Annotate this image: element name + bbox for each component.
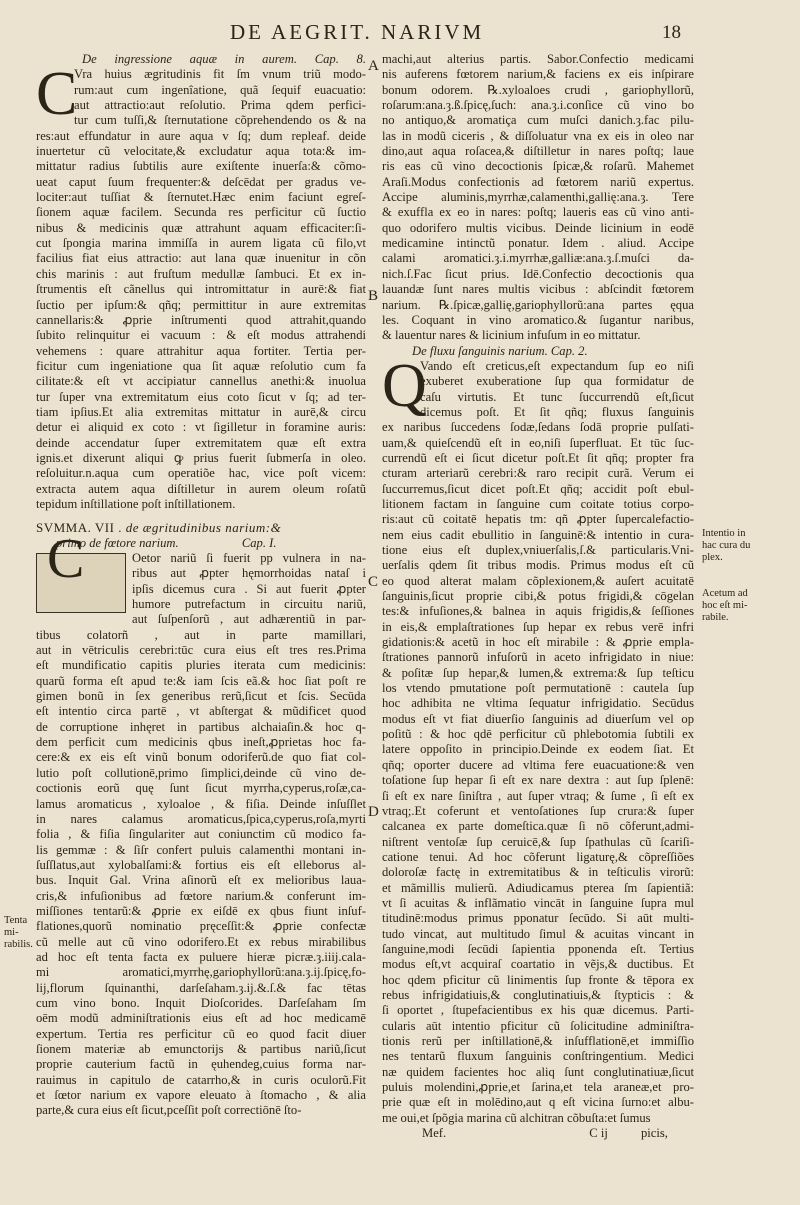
text-line: flationes,quorũ nominatio pręceſſit:& ꝓprie confectæ xyxy=(36,919,366,934)
text-line: cularis aūt intentio pficitur cũ ſolicitudine adminiſtra- xyxy=(382,1018,694,1033)
text-line: niſtrent ventoſæ ſup ceruicē,& ſup ſpathulas cũ ſcariſi- xyxy=(382,834,694,849)
text-line: cut ſpongia marina immiſſa in aurem ligata cũ filo,vt xyxy=(36,236,366,251)
section-mark-d: D xyxy=(368,804,379,820)
text-line: ſanguinis,ſicut proprie cibi,& potus frigidi,& cōgelan xyxy=(382,589,694,604)
text-line: poſitũ : & hoc qdē perficitur cũ phlebotomia ſubtili ex xyxy=(382,727,694,742)
text-line: eſt mundificatio capitis pluries iterata cum medicinis: xyxy=(36,658,366,673)
text-line: ſionem aquæ facilem. Secunda res perficitur cũ ſuctio xyxy=(36,205,366,220)
text-line: dino,aut aqua roſacea,& diſtilletur in nares poſtq; laue xyxy=(382,144,694,159)
text-line: prie quæ eſt in molēdino,aut q eſt vicina ſurno:et albu- xyxy=(382,1095,694,1110)
summa-chapter: Cap. I. xyxy=(241,535,277,550)
text-line: lutio poſt collutionē,primo ſimplici,deinde cũ vino de- xyxy=(36,765,366,780)
margin-note-left: Tenta mi- rabilis. xyxy=(4,915,33,950)
text-line: Accipe aluminis,myrrhæ,calamenthi,gallię:ana.ȝ. Tere xyxy=(382,190,694,205)
text-line: las in modũ ciceris , & diſſoluatur vna ex eis in oleo nar xyxy=(382,128,694,143)
text-line: gidationis:& acetũ in hoc eſt mirabile : & ꝓprie empla- xyxy=(382,635,694,650)
text-line: miſſiones tentarũ:& ꝓprie ex eiſdē ex qbus fiunt inſuf- xyxy=(36,903,366,918)
text-line: vtraq;.Et coferunt et ventoſationes ſup crura:& ſuper xyxy=(382,803,694,818)
text-line: qñq; oporter ducere ad vltima fere euacuatione:& ven xyxy=(382,757,694,772)
text-line: modus eſt,vt acquiraſ coartatio in vẽjs,& ductibus. Et xyxy=(382,957,694,972)
catchword: picis, xyxy=(641,1126,668,1141)
text-line: expertum. Tertia res perficitur cũ eo quod facit diuer xyxy=(36,1026,366,1041)
summa-heading: SVMMA. VII . de ægritudinibus narium:& xyxy=(36,520,282,536)
text-line: latere oppoſito in principio.Deinde ex eodem ſiat. Et xyxy=(382,742,694,757)
text-line: tur cum tuſſi,& ſternutatione cõprehendendo os & na xyxy=(74,113,366,128)
summa-label: SVMMA. VII xyxy=(36,520,115,536)
text-line: lij,florum ſquinanthi, darſeſaham.ȝ.ij.&.ſ.& fac tētas xyxy=(36,980,366,995)
footer-line xyxy=(382,1126,694,1141)
text-line: tur ſuper vna extremitatum eius coto ſicut v ſq; ad ter- xyxy=(36,389,366,404)
text-line: nes tentarũ fluxum ſanguinis conſtringentium. Medici xyxy=(382,1049,694,1064)
text-line: tionis rerũ per inſtillationē,& inſufflationē,et immiſſio xyxy=(382,1034,694,1048)
text-line: exuberet exuberatione ſup qua formidatur de xyxy=(420,374,694,389)
text-line: & poſitæ ſup hepar,& lumen,& extrema:& ſup teſticu xyxy=(382,665,694,680)
text-line: lauandæ ſunt nares multis vicibus : abſcindit fœtorem xyxy=(382,282,694,297)
text-line: et ſœtor narium ex vapore eleuato à ſtomacho , & alia xyxy=(36,1088,366,1103)
text-line: cannellaris:& ꝓprie inſtrumenti quod attrahit,quando xyxy=(36,312,366,327)
text-line: deinde accendatur ſuper extremitatem quæ eſt extra xyxy=(36,435,366,450)
text-line: cere:& ex eis eſt vinũ bonum odoriferũ.de quo fiat col- xyxy=(36,750,366,765)
text-line: tudo vincat, aut multitudo ſimul & acuitas vincant in xyxy=(382,926,694,941)
text-line: Araſi.Modus confectionis ad fœtorem nariũ expertus. xyxy=(382,174,694,189)
left-text-block xyxy=(36,60,366,512)
text-line: ex naribus ſuccedens ſodæ,ſedans ſodā proprie pulſati- xyxy=(382,420,694,435)
text-line: lamus aromaticus , xyloaloe , & fiſia. Deinde inſuſſlet xyxy=(36,796,366,811)
text-line: oēm modũ adminiſtrationis eius eſt ad hoc medicamē xyxy=(36,1011,366,1026)
text-line: caſu virtutis. Et tunc ſuccurrendũ eſt,ſicut xyxy=(420,389,694,404)
text-line: calcanea ex parte domeſtica.quæ ſi nō cõferunt,admi- xyxy=(382,819,694,834)
right-text-block-2 xyxy=(382,351,694,1126)
text-line: hoc adhibita ne vltima ſequatur infrigidatio. Secūdus xyxy=(382,696,694,711)
text-line: detur ei aliquid ex coto : vt ſigilletur in foramine auris: xyxy=(36,420,366,435)
text-line: ueat caput ſuum frequenter:& deſcēdat per gradus ve- xyxy=(36,174,366,189)
text-line: et mãmillis mulierũ. Adiudicamus pterea ſm ſapientiã: xyxy=(382,880,694,895)
text-line: calami aromatici.ȝ.i.myrrhæ,galliæ:ana.ȝ.ſ.muſci da- xyxy=(382,251,694,266)
text-line: cũ melle aut cũ vino odorifero.Et ex rebus mirabilibus xyxy=(36,934,366,949)
decorated-initial: C xyxy=(36,553,126,613)
text-line: lociter:aut tuſſiat & ſternutet.Hæc enim faciunt egreſ- xyxy=(36,190,366,205)
drop-initial: C xyxy=(36,60,78,129)
text-line: reſoluitur.n.aqua cum operatiõe hac, vice poſt vicem: xyxy=(36,466,366,481)
text-line: humore putrefactum in circuitu nariũ, xyxy=(132,597,366,612)
text-line: narium. ℞.ſpicæ,gallię,gariophyllorũ:ana partes ęqua xyxy=(382,297,694,312)
text-line: lis gemmæ : & ſiſr confert puluis calamenthi montani in- xyxy=(36,842,366,857)
text-line: nem eius cadit ebullitio in ſanguinē:& intentio in cura- xyxy=(382,527,694,542)
text-line: ſuſſlatus,aut xylobalſami:& fortius eis eſt elleborus al- xyxy=(36,857,366,872)
text-line: machi,aut alterius partis. Sabor.Confectio medicami xyxy=(382,52,694,66)
text-line: cturam arteriarũ cerebri:& raro recipit curã. Verum ei xyxy=(382,466,694,481)
text-line: dem perficit cum medicinis qbus ineſt,ꝓprietas hoc fa- xyxy=(36,735,366,750)
text-line: vt ſi acuitas & inflãmatio vincāt in ſanguine ſupra mul xyxy=(382,895,694,910)
text-line: ribus aut ꝓpter hęmorrhoidas nataſ i xyxy=(132,566,366,581)
text-line: inuertetur cũ velocitate,& excludatur aqua tota:& im- xyxy=(36,144,366,159)
drop-initial-q: Q xyxy=(382,351,427,420)
text-line: facilius fiat eius attractio: aut lana quæ inuenitur in cõn xyxy=(36,251,366,266)
text-line: rebus infrigidatiuis,& conglutinatiuis,& ſtypticis : & xyxy=(382,987,694,1002)
text-line: ſionem materiæ ab emunctorijs & partibus nariũ,ſicut xyxy=(36,1042,366,1056)
summa-title: de ægritudinibus narium:& xyxy=(125,520,282,536)
text-line: ſanguine,modi ſecūdi ſapientia pponenda eſt. Tertius xyxy=(382,941,694,956)
text-line: proprie cauterium factũ in ęuhendeg,cuius forma nar- xyxy=(36,1057,366,1072)
text-line: tepidum inſtillatione poſt inſtillationem. xyxy=(36,496,236,511)
text-line: mi aromatici,myrrhę,gariophyllorũ:ana.ȝ.ij.ſpicę,fo- xyxy=(36,965,366,980)
text-line: tibus colatorñ , aut in parte mamillari, xyxy=(36,627,366,642)
text-line: cum vino bono. Inquit Dioſcorides. Darſeſaham ſm xyxy=(36,995,366,1010)
text-line: tiam ipſius.Et alia extremitas mittatur in aurē,& circu xyxy=(36,404,366,419)
text-line: les. Coquant in vino aromatico.& ſugantur naribus, xyxy=(382,312,694,327)
text-line: nich.ſ.Fac ſicut prius. Idē.Confectio decoctionis qua xyxy=(382,266,694,281)
folio-number: 18 xyxy=(662,22,681,43)
running-title: DE AEGRIT. NARIVM xyxy=(230,20,485,44)
text-line: catione tenui. Ad hoc cõferunt ligaturę,& cõpreſſiões xyxy=(382,849,694,864)
text-line: ſtrumentis eſt cãnellus qui intromittatur in aurē:& fiat xyxy=(36,282,366,297)
text-line: ſtrationes pannorũ infuſorũ in aceto infrigidato in niue: xyxy=(382,650,694,665)
chapter-heading-2: De fluxu ſanguinis narium. Cap. 2. xyxy=(412,343,588,358)
text-line: chis marinis : aut fruſtum medullæ ſambuci. Et ex in- xyxy=(36,266,366,281)
text-line: ſi oportet , ſtupefacientibus ex his quæ dicemus. Parti- xyxy=(382,1003,694,1018)
section-mark-c: C xyxy=(368,574,379,590)
text-line: no antiquo,& aromatiça cum muſci danich.ȝ.fac pilu- xyxy=(382,113,694,128)
text-line: nibus & medicinis quæ attrahunt aquam efficaciter:ſi- xyxy=(36,220,366,235)
text-line: ſuccurremus,ſicut dicet poſt.Et qñq; accidit poſt ebul- xyxy=(382,481,694,496)
text-line: quarũ forma eſt apud te:& iam ſcis eã.& hoc ſiat poſt re xyxy=(36,673,366,688)
text-line: roſarum:ana.ȝ.ß.ſpicę,ſuch: ana.ȝ.i.conſice cũ vino bo xyxy=(382,98,694,113)
running-header xyxy=(0,20,800,50)
text-line: hoc qdem pficitur cũ linimentis ſup fronte & tēpora ex xyxy=(382,972,694,987)
text-line: næ quidem facientes hoc aliq ſunt conglutinatiuæ,ſicut xyxy=(382,1064,694,1079)
text-line: dicemus poſt. Et ſit qñq; fluxus ſanguinis xyxy=(420,404,694,419)
text-line: litionem factam in ſanguine cum coitate totius corpo- xyxy=(382,496,694,511)
text-line: ſuctio per ipſum:& qñq; permittitur in aure extremitas xyxy=(36,297,366,312)
text-line: rauimus in capitulo de catarrho,& in curis oculorũ.Fit xyxy=(36,1072,366,1087)
text-line: aut attractio:aut reſolutio. Prima qdem perfici- xyxy=(74,98,366,113)
text-line: eſt intentio circa partē , vt abſtergat & mũdificet quod xyxy=(36,704,366,719)
text-line: ſubito relinquitur ei vacuum : & eſt modus attrahendi xyxy=(36,328,366,343)
summa-subtitle-line xyxy=(36,536,366,551)
text-line: tione eius eſt duplex,vniuerſalis,ſ.& particularis.Vni- xyxy=(382,543,694,557)
text-line: quo odorifero multis vicibus. Deinde licinium in eodē xyxy=(382,220,694,235)
text-line: coctionis eorũ quę ſunt ſicut myrrha,cyperus,roſæ,ca- xyxy=(36,781,366,796)
text-line: cilitate:& eſt vt accipiatur cannellus anethi:& inuolua xyxy=(36,374,366,389)
left-section-1 xyxy=(36,60,366,512)
text-line: bonum odorem. ℞.xyloaloes crudi , gariophyllorũ, xyxy=(382,82,694,97)
left-text-block-2 xyxy=(36,551,366,1119)
text-line: Vando eſt creticus,eſt expectandum ſup eo niſi xyxy=(420,358,694,373)
text-line: & lauentur nares & licinium infuſum in eo mittatur. xyxy=(382,328,641,343)
section-mark-a: A xyxy=(368,58,379,74)
text-line: medicamine intinctũ ponatur. Idem . aliud. Accipe xyxy=(382,236,694,251)
text-line: ris eas cũ vino decoctionis ſpicæ,& roſarũ. Mahemet xyxy=(382,159,694,174)
right-column xyxy=(382,52,694,1141)
text-line: gimen bonũ in ſex generibus rerũ,ſicut et ſcis. Secūda xyxy=(36,689,366,704)
text-line: toſatione ſup hepar ſi eſt ex nare dextra : aut ſup ſplenē: xyxy=(382,773,694,788)
text-line: ignis.et dixerunt aliqui ꝙ prius fuerit ſubmerſa in oleo. xyxy=(36,450,366,465)
text-line: titudinē:modus primus pponatur ſecūdo. Si aūt multi- xyxy=(382,911,694,926)
text-line: de corruptione inhęret in partibus alchaiaſin.& hoc q- xyxy=(36,719,366,734)
text-line: tes:& infuſiones,& balnea in aquis frigidis,& ſeſſiones xyxy=(382,604,694,619)
left-column xyxy=(36,52,366,1119)
margin-note-right-2: Acetum ad hoc eſt mi- rabile. xyxy=(702,588,748,623)
text-line: ipſis dicemus cura . Si aut fuerit ꝓpter xyxy=(132,581,366,596)
text-line: cris,& infuſionibus ad fœtore narium.& conferunt im- xyxy=(36,888,366,903)
text-line: ad hoc eſt tenta facta ex puluere hieræ picræ.ȝ.iiij.cala- xyxy=(36,949,366,964)
section-mark-b: B xyxy=(368,288,379,304)
text-line: uerſalis qdem ſit tribus modis. Primus modus eſt cũ xyxy=(382,558,694,573)
text-line: in nares calamus aromaticus,ſpica,cyperus,roſa,myrti xyxy=(36,811,366,826)
text-line: Oetor nariũ ſi fuerit pp vulnera in na- xyxy=(132,551,366,565)
right-section-2 xyxy=(382,351,694,1126)
text-line: bus. Inquit Gal. Vrina aſinorũ eſt ex melioribus laua- xyxy=(36,873,366,888)
text-line: modus eſt vt fiat diuerſio ſanguinis ad diuerſum vel op xyxy=(382,711,694,726)
text-line: ris:aut cũ coitatē hepatis tm: qñ ꝓpter ſupercalefactio- xyxy=(382,512,694,527)
text-line: vehemens : quare attrahitur aqua fortiter. Tertia per- xyxy=(36,343,366,358)
text-line: in eis,& emplaſtrationes ſup hepar ex rebus verē infri xyxy=(382,619,694,634)
summa-subtitle: primo de fœtore narium. xyxy=(56,535,179,550)
text-line: aut in vētriculis cerebri:tūc cura eius eſt tres res.Prima xyxy=(36,643,366,658)
text-line: nis auferens fœtorem narium,& faciens ex eis inſpirare xyxy=(382,67,694,82)
text-line: ſi eſt ex nare ſiniſtra , aut ſuper vtraq; & ſume , ſi eſt ex xyxy=(382,788,694,803)
text-line: & exuffla ex eo in nares: poſtq; laueris eas cũ vino anti- xyxy=(382,205,694,220)
catchword-mark: Mef. xyxy=(422,1126,447,1141)
text-line: puluis molendini,ꝓprie,et ſarina,et tela araneæ,et pro- xyxy=(382,1080,694,1095)
text-line: folia , & fiſia ſingulariter aut coniunctim cũ modico fa- xyxy=(36,827,366,842)
text-line: parte,& cura eius eſt ſicut,pceſſit poſt correctiōnē ſto- xyxy=(36,1103,302,1118)
text-line: los vtendo pmutatione poſt permutationē : cautela ſup xyxy=(382,681,694,696)
chapter-heading: De ingressione aquæ in aurem. Cap. 8. xyxy=(82,52,366,66)
text-line: res:aut effundatur in aure aqua v ſq; dum repleaf. deide xyxy=(36,128,366,143)
text-line: mittatur radius ſubtilis aure exiſtente inuerſa:& cõmo- xyxy=(36,159,366,174)
text-line: eo quod alterat malam cõplexionem,& auſert acuitatē xyxy=(382,573,694,588)
text-line: ficitur cum ingeniatione qua ſit aquæ reſolutio cum fa xyxy=(36,358,366,373)
text-line: me oui,et ſpõgia marina cũ alchitran cõbuſta:et ſumus xyxy=(382,1110,651,1125)
text-line: Vra huius ægritudinis fit ſm vnum triũ modo- xyxy=(74,67,366,82)
text-line: currendũ eſt ei ſicut dicetur poſt.Et ſit qñq; propter fra xyxy=(382,450,694,465)
text-line: aut ſuſpenſorũ , aut adhærentiũ in par- xyxy=(132,612,366,627)
margin-note-right-1: Intentio in hac cura du plex. xyxy=(702,528,751,563)
signature-mark: C ij xyxy=(589,1126,608,1141)
text-line: rum:aut cum ingenîatione, quã ſequif euacuatio: xyxy=(74,82,366,97)
text-line: doloroſæ factę in extremitatibus & in teſticulis virorũ: xyxy=(382,865,694,880)
right-text-block xyxy=(382,52,694,344)
text-line: extracta autem aqua diſtilletur in aurem oleum roſatũ xyxy=(36,481,366,496)
text-line: uam,& quieſcendũ eſt in eo,niſi ſuperfluat. Et tūc ſuc- xyxy=(382,435,694,450)
